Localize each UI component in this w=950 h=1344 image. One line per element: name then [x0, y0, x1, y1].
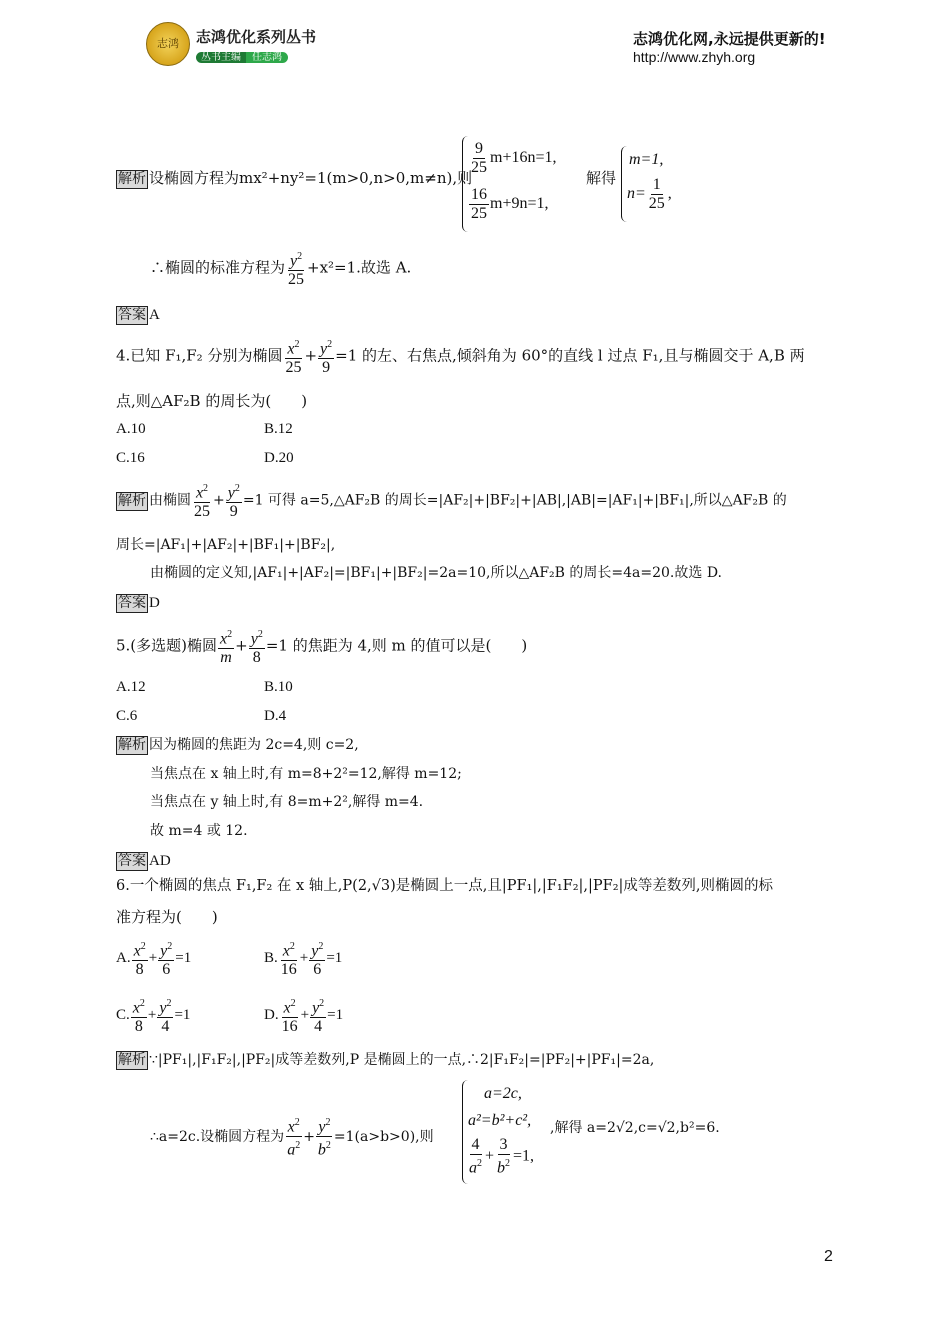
- q6-option-c: C. $\frac{x^2}{8}$ + $\frac{y^2}{4}$ =1: [116, 995, 190, 1036]
- q6-opt-d-tail: =1: [327, 1007, 344, 1024]
- q3-answer-line: [116, 304, 160, 325]
- q5-line1-b: =1 的焦距为 4,则 m 的值可以是( ): [265, 636, 528, 655]
- q6-opt-c-label: C.: [116, 1007, 130, 1024]
- q6-option-a: A. $\frac{x^2}{8}$ + $\frac{y^2}{6}$ =1: [116, 938, 191, 979]
- answer-label: 答案: [118, 595, 146, 611]
- q5-analysis-line1: [116, 735, 359, 755]
- analysis-label: 解析: [118, 171, 146, 187]
- q6-opt-c-tail: =1: [174, 1007, 191, 1024]
- q5-option-a: A.12: [116, 679, 146, 695]
- fraction: $\frac{4}{a^2}$: [469, 1136, 482, 1177]
- series-title: 志鸿优化系列丛书: [196, 29, 317, 46]
- q3-conclusion: [150, 248, 411, 289]
- editor-label: 丛书主编: [196, 52, 246, 63]
- q4-line1-a: 4.已知 F₁,F₂ 分别为椭圆: [116, 346, 283, 365]
- header-url[interactable]: http://www.zhyh.org: [633, 49, 756, 65]
- q5-option-c: C.6: [116, 708, 138, 724]
- q6-opt-b-tail: =1: [326, 950, 343, 967]
- analysis-label: 解析: [118, 492, 146, 509]
- answer-label: 答案: [118, 853, 146, 869]
- q4-stem-line2: 点,则△AF₂B 的周长为( ): [116, 392, 308, 410]
- q6-opt-a-tail: =1: [175, 950, 192, 967]
- answer-label: 答案: [118, 307, 146, 323]
- fraction: $\frac{16}{25}$: [471, 186, 487, 222]
- q6-option-d: D. $\frac{x^2}{16}$ + $\frac{y^2}{4}$ =1: [264, 995, 343, 1036]
- q6-sys-1: a=2c,: [484, 1085, 522, 1102]
- q6-analysis-line1: [116, 1050, 654, 1070]
- q6-opt-a-label: A.: [116, 950, 131, 967]
- q5-analysis-line3: 当焦点在 y 轴上时,有 8=m+2²,解得 m=4.: [150, 794, 424, 810]
- fraction: $\frac{x^2}{25}$: [192, 480, 212, 521]
- q3-sol-row2-text: n=: [627, 185, 646, 203]
- fraction: $\frac{x^2}{m}$: [218, 626, 234, 667]
- fraction: $\frac{x^2}{8}$: [131, 995, 147, 1036]
- fraction: $\frac{x^2}{25}$: [283, 336, 303, 377]
- q5-option-b: B.10: [264, 679, 293, 695]
- q6-opt-b-label: B.: [264, 950, 278, 967]
- editor-name: 任志鸿: [246, 52, 288, 63]
- header-slogan: 志鸿优化网,永远提供更新的!: [633, 30, 826, 48]
- q6-sys-row3: $\frac{4}{a^2}$ + $\frac{3}{b^2}$ =1,: [469, 1136, 535, 1177]
- q5-analysis-line2: 当焦点在 x 轴上时,有 m=8+2²=12,解得 m=12;: [150, 766, 462, 782]
- fraction: $\frac{x^2}{a^2}$: [285, 1114, 302, 1160]
- q3-analysis-text: 设椭圆方程为mx²+ny²=1(m>0,n>0,m≠n),则: [149, 169, 473, 187]
- q4-analysis-line2: 周长=|AF₁|+|AF₂|+|BF₁|+|BF₂|,: [116, 537, 336, 553]
- q6-analysis-line2: ∴a=2c.设椭圆方程为 $\frac{x^2}{a^2}$ + $\frac{y^2}{b^2}$ =1(a>b>0),则: [150, 1114, 434, 1160]
- fraction: $\frac{y^2}{4}$: [157, 995, 173, 1036]
- q3-system-row2: [468, 186, 549, 223]
- q4-option-b: B.12: [264, 421, 293, 437]
- q4-analysis-line3: 由椭圆的定义知,|AF₁|+|AF₂|=|BF₁|+|BF₂|=2a=10,所以△AF₂B 的周长=4a=20.故选 D.: [150, 565, 723, 581]
- q6-analysis-1: ∵|PF₁|,|F₁F₂|,|PF₂|成等差数列,P 是椭圆上的一点,∴2|F₁F₂|=|PF₂|+|PF₁|=2a,: [149, 1052, 655, 1068]
- fraction: $\frac{y^2}{9}$: [226, 480, 242, 521]
- q3-sys-row2: m+9n=1,: [490, 195, 549, 213]
- q5-line1-a: 5.(多选题)椭圆: [116, 636, 218, 655]
- fraction: $\frac{y^2}{8}$: [249, 626, 265, 667]
- logo-text: 志鸿: [157, 37, 179, 50]
- q3-conclusion-prefix: ∴椭圆的标准方程为: [150, 258, 286, 277]
- fraction: $\frac{y^2}{6}$: [158, 938, 174, 979]
- q3-conclusion-suffix: +x²=1.故选 A.: [307, 258, 412, 277]
- q5-stem: 5.(多选题)椭圆 $\frac{x^2}{m}$ + $\frac{y^2}{8}$ =1 的焦距为 4,则 m 的值可以是( ): [116, 626, 527, 667]
- q6-sys-2: a²=b²+c²,: [468, 1112, 532, 1129]
- fraction: $\frac{3}{b^2}$: [497, 1136, 511, 1177]
- q6-analysis-2a: ∴a=2c.设椭圆方程为: [150, 1128, 285, 1145]
- q6-stem-line2: 准方程为( ): [116, 908, 218, 926]
- analysis-label: 解析: [118, 737, 146, 753]
- editor-badge: [196, 48, 288, 63]
- q5-analysis-1: 因为椭圆的焦距为 2c=4,则 c=2,: [149, 737, 359, 753]
- fraction: $\frac{9}{25}$: [471, 140, 487, 176]
- q3-sol-row1: m=1,: [629, 151, 664, 168]
- q4-analysis-a: 由椭圆: [149, 492, 191, 509]
- q3-analysis-line: [116, 168, 472, 189]
- q3-system-row1: [468, 140, 557, 177]
- fraction: $\frac{x^2}{16}$: [279, 938, 299, 979]
- q3-answer: A: [149, 307, 160, 323]
- page-number: 2: [824, 1248, 833, 1265]
- q4-option-c: C.16: [116, 450, 145, 466]
- q3-sys-row1: m+16n=1,: [490, 149, 557, 167]
- q6-sys-row2: [468, 1111, 531, 1131]
- q4-option-d: D.20: [264, 450, 294, 466]
- q6-analysis-2b: =1(a>b>0),则: [333, 1128, 434, 1145]
- q4-answer-line: [116, 592, 160, 613]
- fraction: $\frac{y^2}{b^2}$: [316, 1114, 333, 1160]
- fraction: $\frac{y^2}{4}$: [310, 995, 326, 1036]
- fraction: $\frac{y^2}{9}$: [318, 336, 334, 377]
- q4-answer: D: [149, 595, 160, 611]
- series-logo: [146, 22, 190, 66]
- q6-solve-text: ,解得 a=2√2,c=√2,b²=6.: [550, 1120, 720, 1136]
- q5-analysis-line4: 故 m=4 或 12.: [150, 823, 248, 839]
- q3-sol-row2: n= $\frac{1}{25}$ ,: [627, 176, 672, 212]
- q6-sys-3: =1,: [513, 1147, 535, 1165]
- fraction: $\frac{x^2}{8}$: [132, 938, 148, 979]
- q4-option-a: A.10: [116, 421, 146, 437]
- q6-opt-d-label: D.: [264, 1007, 279, 1024]
- fraction: $\frac{1}{25}$: [648, 176, 665, 212]
- q5-option-d: D.4: [264, 708, 287, 724]
- q3-solve-word: 解得: [586, 169, 617, 187]
- q6-stem-line1: 6.一个椭圆的焦点 F₁,F₂ 在 x 轴上,P(2,√3)是椭圆上一点,且|PF₁|,|F₁F₂|,|PF₂|成等差数列,则椭圆的标: [116, 878, 774, 894]
- q4-line1-b: =1 的左、右焦点,倾斜角为 60°的直线 l 过点 F₁,且与椭圆交于 A,B 两: [335, 346, 805, 365]
- q4-stem-line1: 4.已知 F₁,F₂ 分别为椭圆 $\frac{x^2}{25}$ + $\frac{y^2}{9}$ =1 的左、右焦点,倾斜角为 60°的直线 l 过点 F₁,且与椭圆交于 A,B 两: [116, 336, 805, 377]
- q4-analysis-line1: 解析 由椭圆 $\frac{x^2}{25}$ + $\frac{y^2}{9}$ =1 可得 a=5,△AF₂B 的周长=|AF₂|+|BF₂|+|AB|,|AB|=|AF₁|+|BF₁|,所以△AF₂B 的: [116, 480, 787, 521]
- fraction: $\frac{x^2}{16}$: [280, 995, 300, 1036]
- q6-sys-row1: [484, 1084, 522, 1104]
- q5-answer: AD: [149, 853, 171, 869]
- q5-answer-line: [116, 850, 171, 871]
- q6-option-b: B. $\frac{x^2}{16}$ + $\frac{y^2}{6}$ =1: [264, 938, 342, 979]
- fraction: $\frac{y^2}{6}$: [309, 938, 325, 979]
- analysis-label: 解析: [118, 1052, 146, 1068]
- header: [0, 0, 950, 80]
- q4-analysis-b: =1 可得 a=5,△AF₂B 的周长=|AF₂|+|BF₂|+|AB|,|AB|=|AF₁|+|BF₁|,所以△AF₂B 的: [242, 492, 787, 509]
- fraction: $\frac{y^2}{25}$: [286, 248, 306, 289]
